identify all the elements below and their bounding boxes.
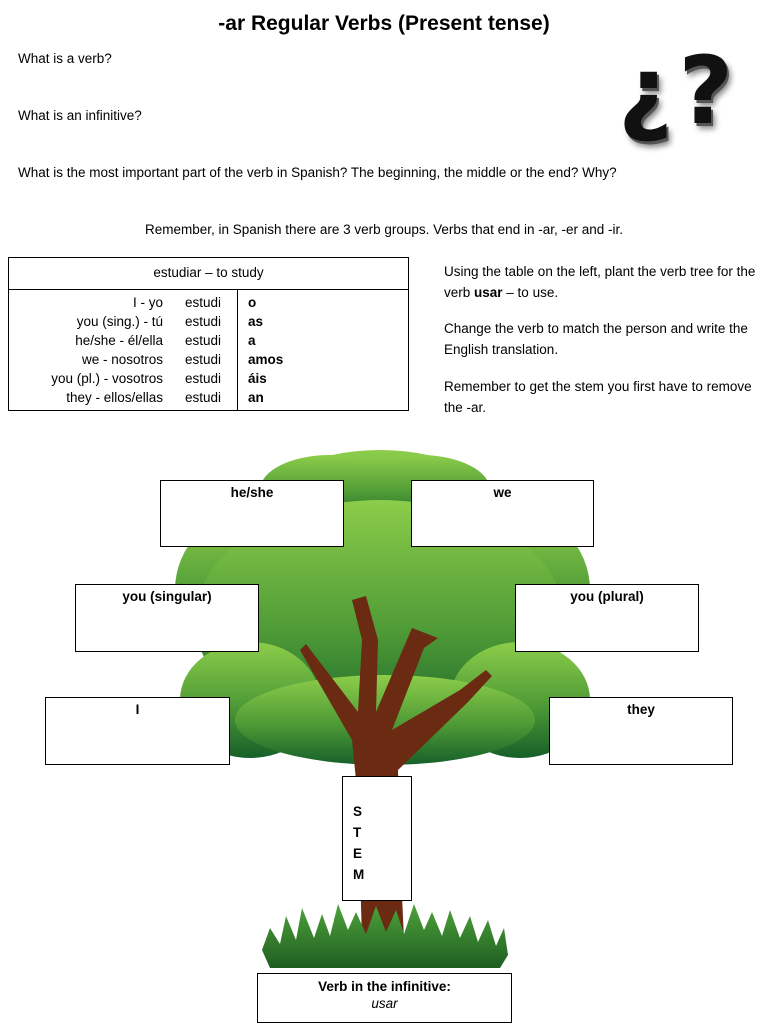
row-stem: estudi <box>185 314 222 329</box>
row-ending: o <box>248 295 257 310</box>
box-label: you (plural) <box>570 589 644 604</box>
reminder-text: Remember, in Spanish there are 3 verb groups. Verbs that end in -ar, -er and -ir. <box>144 222 623 237</box>
row-stem: estudi <box>185 371 222 386</box>
table-header: estudiar – to study <box>9 258 408 290</box>
row-ending: as <box>248 314 264 329</box>
row-stem: estudi <box>185 390 222 405</box>
answer-box-we[interactable] <box>411 480 594 547</box>
instruction-stem: Remember to get the stem you first have to remove the -ar. <box>444 379 752 415</box>
box-label: we <box>493 485 512 500</box>
table-row <box>9 293 408 312</box>
row-person: they - ellos/ellas <box>66 390 163 405</box>
infinitive-box[interactable] <box>257 973 512 1023</box>
page-title: -ar Regular Verbs (Present tense) <box>218 12 550 35</box>
row-ending: amos <box>248 352 284 367</box>
row-person: he/she - él/ella <box>75 333 163 348</box>
stem-letter: E <box>353 846 363 861</box>
instruction-text: Using the table on the left, plant the verb tree for the verb <box>444 264 756 300</box>
box-label: he/she <box>230 485 274 500</box>
row-person: I - yo <box>132 295 163 310</box>
row-person: we - nosotros <box>81 352 163 367</box>
question-verb: What is a verb? <box>18 51 112 66</box>
box-label: they <box>627 702 655 717</box>
box-label: I <box>135 702 140 717</box>
stem-letter: M <box>353 867 365 882</box>
row-ending: an <box>248 390 264 405</box>
row-ending: a <box>248 333 256 348</box>
question-infinitive: What is an infinitive? <box>18 108 142 123</box>
row-stem: estudi <box>185 295 222 310</box>
table-row <box>9 369 408 388</box>
stem-letter: S <box>353 804 363 819</box>
question-important-part: What is the most important part of the verb in Spanish? The beginning, the middle or the end? Why? <box>18 165 617 180</box>
box-label: you (singular) <box>122 589 212 604</box>
infinitive-value: usar <box>371 996 398 1011</box>
row-stem: estudi <box>185 352 222 367</box>
answer-box-i[interactable] <box>45 697 230 765</box>
instruction-verb: usar <box>474 285 503 300</box>
row-ending: áis <box>248 371 267 386</box>
stem-letter: T <box>353 825 362 840</box>
infinitive-label: Verb in the infinitive: <box>318 979 451 994</box>
answer-box-you-singular[interactable] <box>75 584 259 652</box>
table-row <box>9 331 408 350</box>
question-marks-graphic: ¿? <box>618 37 740 146</box>
instruction-text: – to use. <box>502 285 559 300</box>
stem-box[interactable] <box>342 776 412 901</box>
answer-box-you-plural[interactable] <box>515 584 699 652</box>
answer-box-he-she[interactable] <box>160 480 344 547</box>
table-row <box>9 388 408 407</box>
instruction-change-verb: Change the verb to match the person and write the English translation. <box>444 321 748 357</box>
conjugation-table <box>8 257 409 411</box>
row-person: you (sing.) - tú <box>76 314 163 329</box>
row-stem: estudi <box>185 333 222 348</box>
answer-box-they[interactable] <box>549 697 733 765</box>
table-row <box>9 350 408 369</box>
row-person: you (pl.) - vosotros <box>51 371 163 386</box>
instruction-plant-tree <box>444 261 756 303</box>
table-row <box>9 312 408 331</box>
